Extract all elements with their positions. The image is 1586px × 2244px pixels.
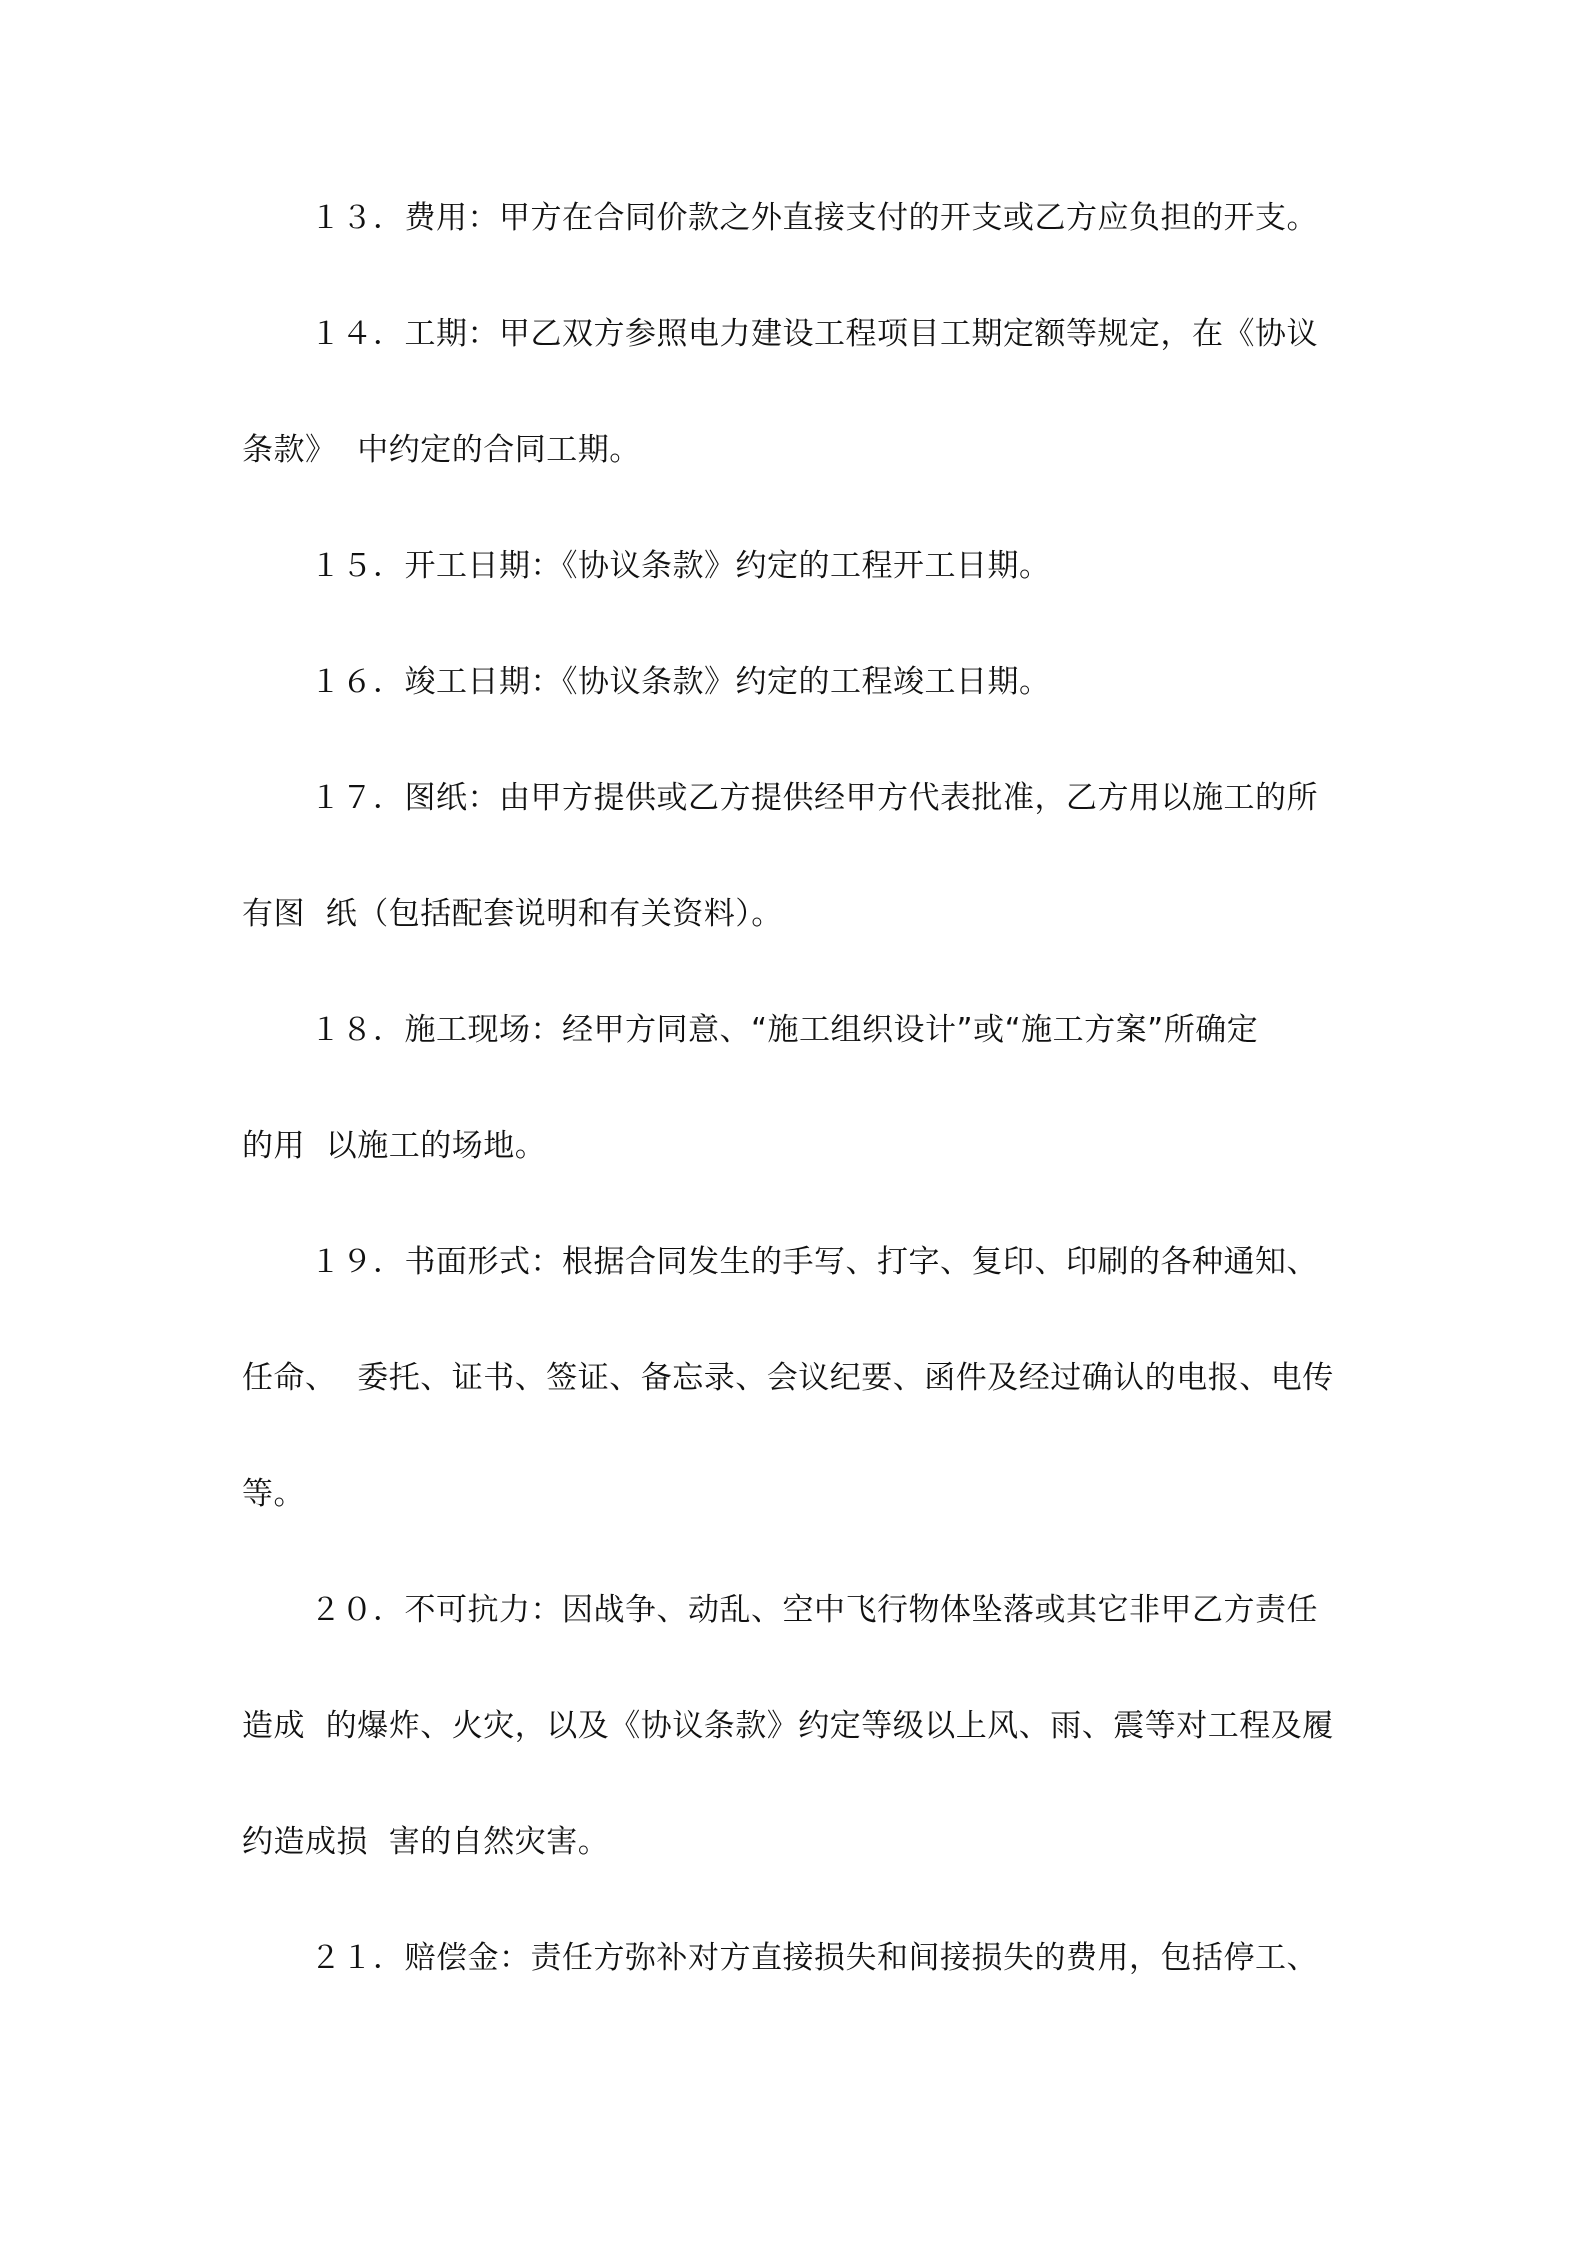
clause-20-line-3: 约造成损 害的自然灾害。 (242, 1824, 610, 1860)
clause-21-line-1: ２１．赔偿金：责任方弥补对方直接损失和间接损失的费用，包括停工、 (310, 1940, 1318, 1976)
clause-17-line-1: １７．图纸：由甲方提供或乙方提供经甲方代表批准，乙方用以施工的所 (310, 780, 1318, 816)
clause-18-line-2: 的用 以施工的场地。 (242, 1128, 547, 1164)
clause-20-line-2: 造成 的爆炸、火灾，以及《协议条款》约定等级以上风、雨、震等对工程及履 (242, 1708, 1334, 1744)
clause-14-line-2: 条款》 中约定的合同工期。 (242, 432, 641, 468)
clause-13-line-1: １３．费用：甲方在合同价款之外直接支付的开支或乙方应负担的开支。 (310, 200, 1318, 236)
clause-18-line-1: １８．施工现场：经甲方同意、“施工组织设计”或“施工方案”所确定 (310, 1012, 1259, 1048)
clause-19-line-3: 等。 (242, 1476, 305, 1512)
clause-17-line-2: 有图 纸（包括配套说明和有关资料）。 (242, 896, 783, 932)
clause-16-line-1: １６．竣工日期：《协议条款》约定的工程竣工日期。 (310, 664, 1051, 700)
clause-19-line-1: １９．书面形式：根据合同发生的手写、打字、复印、印刷的各种通知、 (310, 1244, 1318, 1280)
clause-19-line-2: 任命、 委托、证书、签证、备忘录、会议纪要、函件及经过确认的电报、电传 (242, 1360, 1334, 1396)
clause-14-line-1: １４．工期：甲乙双方参照电力建设工程项目工期定额等规定，在《协议 (310, 316, 1318, 352)
clause-15-line-1: １５．开工日期：《协议条款》约定的工程开工日期。 (310, 548, 1051, 584)
clause-20-line-1: ２０．不可抗力：因战争、动乱、空中飞行物体坠落或其它非甲乙方责任 (310, 1592, 1318, 1628)
